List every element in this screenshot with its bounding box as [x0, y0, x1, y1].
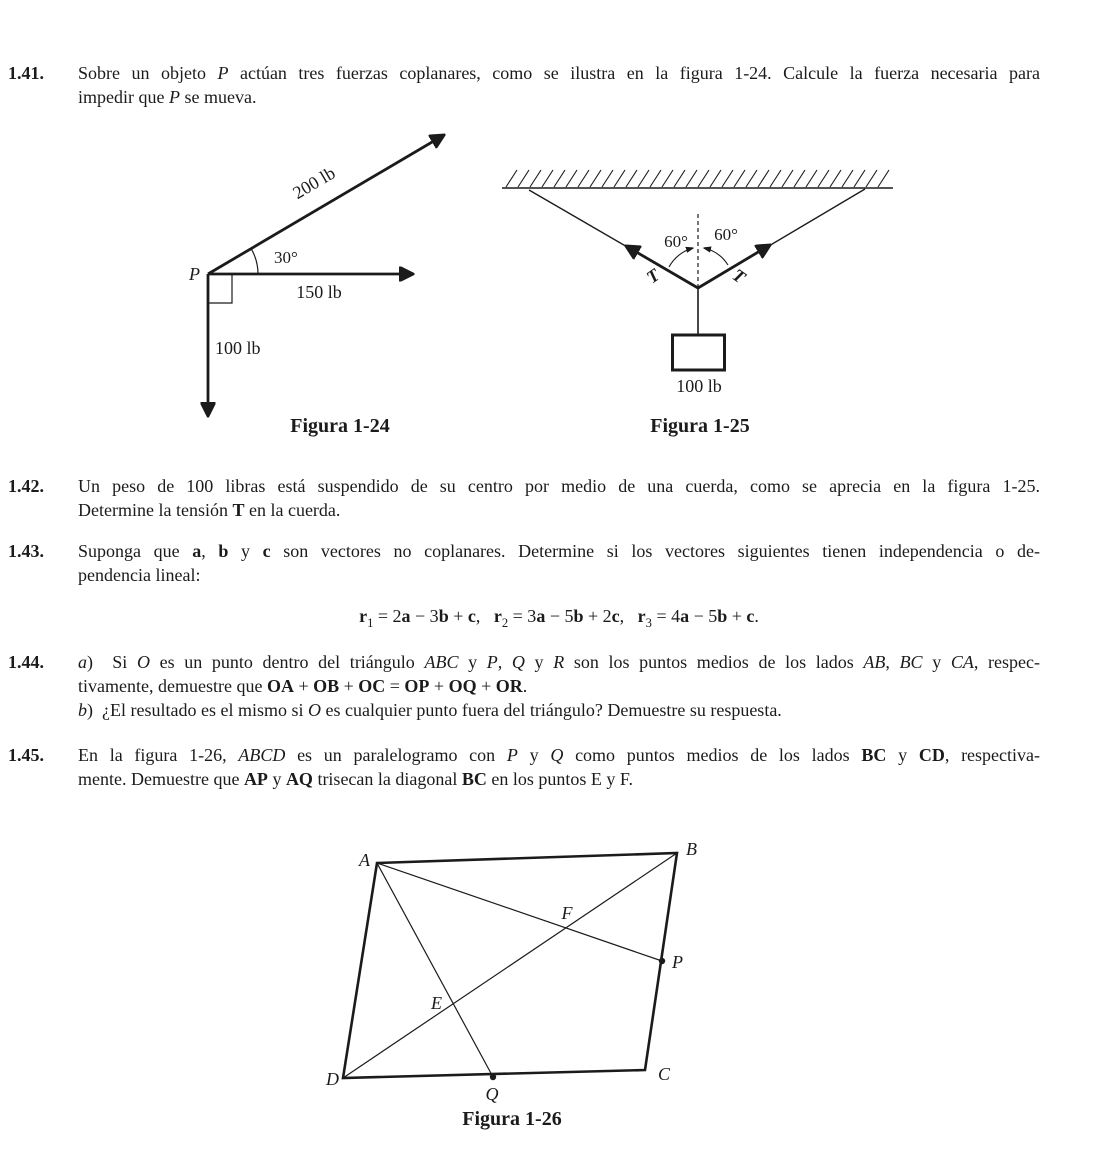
problem-text — [78, 474, 1040, 522]
point-p-label: P — [672, 952, 683, 972]
force-arrow-200lb — [208, 135, 444, 274]
vertex-a-label: A — [359, 850, 370, 870]
ceiling-hatch — [506, 170, 889, 187]
problem-text — [78, 650, 1040, 722]
force-100lb-label: 100 lb — [215, 338, 261, 358]
problem-line: Sobre un objeto P actúan tres fuerzas coplanares, como se ilustra en la figura 1-24. Calcule la fuerza necesaria para — [78, 63, 1040, 83]
figure-1-24-caption: Figura 1-24 — [290, 415, 390, 437]
angle-60-left-label: 60° — [664, 232, 688, 251]
problem-line: Un peso de 100 libras está suspendido de su centro por medio de una cuerda, como se aprecia en la figura 1-25. — [78, 476, 1040, 496]
diagonal-db — [343, 853, 677, 1078]
figure-1-24-force-diagram — [150, 112, 500, 442]
problem-line: tivamente, demuestre que OA + OB + OC = OP + OQ + OR. — [78, 676, 528, 696]
tension-right-label: T — [728, 264, 750, 288]
figure-1-25-hanging-weight — [490, 165, 910, 445]
angle-arc-right — [704, 248, 728, 265]
vertex-d-label: D — [326, 1069, 339, 1089]
problem-number: 1.41. — [8, 63, 44, 83]
problem-line: impedir que P se mueva. — [78, 87, 257, 107]
figure-1-26-caption: Figura 1-26 — [462, 1108, 562, 1130]
figure-1-26-parallelogram — [320, 838, 720, 1138]
problem-line: Determine la tensión T en la cuerda. — [78, 500, 341, 520]
vertex-b-label: B — [686, 839, 697, 859]
angle-arc-30 — [251, 249, 258, 274]
angle-30-label: 30° — [274, 248, 298, 267]
figure-1-25-caption: Figura 1-25 — [650, 415, 750, 437]
right-angle-mark — [208, 274, 232, 303]
segment-ap — [377, 863, 662, 961]
problem-number: 1.45. — [8, 745, 44, 765]
point-q-label: Q — [485, 1084, 499, 1104]
force-150lb-label: 150 lb — [296, 282, 342, 302]
force-200lb-label: 200 lb — [289, 162, 339, 203]
tension-left-label: T — [642, 264, 664, 288]
problem-line: b) ¿El resultado es el mismo si O es cualquier punto fuera del triángulo? Demuestre su respuesta. — [78, 700, 782, 720]
problem-line: a) Si O es un punto dentro del triángulo ABC y P, Q y R son los puntos medios de los lados AB, BC y CA, respec- — [78, 652, 1040, 672]
point-e-label: E — [431, 993, 442, 1013]
weight-label: 100 lb — [676, 376, 722, 396]
weight-box — [673, 335, 725, 370]
problem-line: mente. Demuestre que AP y AQ trisecan la diagonal BC en los puntos E y F. — [78, 769, 633, 789]
problem-text — [78, 743, 1040, 791]
problem-text — [78, 61, 1040, 109]
point-p-label: P — [189, 264, 200, 284]
point-f-label: F — [561, 903, 573, 923]
problem-line: pendencia lineal: — [78, 565, 201, 585]
angle-60-right-label: 60° — [714, 225, 738, 244]
segment-aq — [377, 863, 493, 1077]
problem-line: Suponga que a, b y c son vectores no coplanares. Determine si los vectores siguientes tienen independencia o de- — [78, 541, 1040, 561]
point-p-dot — [659, 958, 665, 964]
problem-text — [78, 539, 1040, 635]
vertex-c-label: C — [658, 1064, 671, 1084]
point-q-dot — [490, 1074, 496, 1080]
problem-line: En la figura 1-26, ABCD es un paralelogramo con P y Q como puntos medios de los lados BC y CD, respectiva- — [78, 745, 1041, 765]
problem-number: 1.42. — [8, 476, 44, 496]
problem-line: $r_1 = 2a - 3b + c$, $r_2 = 3a - 5b + 2c$, $r_3 = 4a - 5b + c$. — [359, 606, 759, 630]
problem-number: 1.43. — [8, 541, 44, 561]
problem-number: 1.44. — [8, 652, 44, 672]
